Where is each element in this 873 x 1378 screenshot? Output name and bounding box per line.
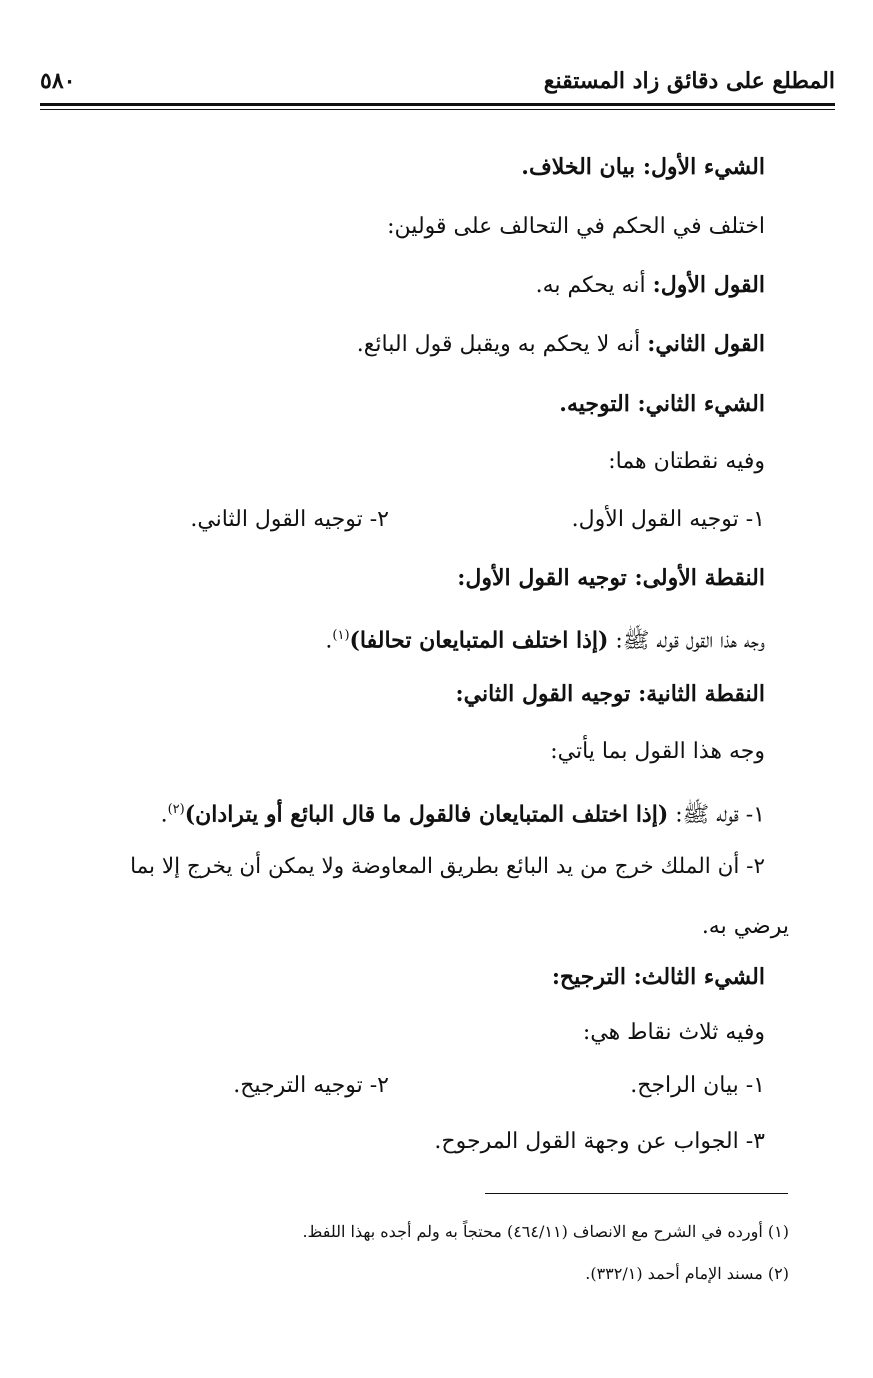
numbered-item: ٣- الجواب عن وجهة القول المرجوح.: [434, 1129, 765, 1154]
hadith-quote: (إذا اختلف المتبايعان فالقول ما قال البائع أو يترادان): [184, 801, 669, 828]
paragraph-line: اختلف في الحكم في التحالف على قولين:: [387, 214, 765, 239]
footnote-ref: (٢): [167, 802, 185, 817]
header-rule-thick: [40, 103, 835, 106]
section-heading-first: الشيء الأول: بيان الخلاف.: [521, 154, 765, 180]
footnote: (١) أورده في الشرح مع الانصاف (٤٦٤/١١) محتجاً به ولم أجده بهذا اللفظ.: [302, 1222, 789, 1241]
numbered-item: ٢- توجيه الترجيح.: [233, 1073, 389, 1098]
punct: .: [325, 628, 333, 654]
subsection-heading: النقطة الأولى: توجيه القول الأول:: [457, 565, 765, 591]
paragraph-line: وجه هذا القول بما يأتي:: [550, 739, 765, 764]
subsection-heading: النقطة الثانية: توجيه القول الثاني:: [455, 681, 765, 707]
paragraph-line: وفيه نقطتان هما:: [608, 449, 765, 474]
header-rule-thin: [40, 109, 835, 110]
numbered-item: ٢- أن الملك خرج من يد البائع بطريق المعاوضة ولا يمكن أن يخرج إلا بما: [130, 854, 765, 879]
section-heading-second: الشيء الثاني: التوجيه.: [559, 391, 765, 417]
book-title: المطلع على دقائق زاد المستقنع: [543, 68, 835, 94]
hadith-quote: (إذا اختلف المتبايعان تحالفا): [349, 627, 609, 654]
text: ١- قوله ﷺ:: [668, 802, 765, 828]
text: وجه هذا القول قوله ﷺ:: [608, 628, 765, 654]
numbered-item: ١- توجيه القول الأول.: [571, 507, 765, 532]
numbered-item: [161, 795, 765, 830]
page-number: ٥٨٠: [40, 68, 76, 94]
footnote-ref: (١): [332, 628, 350, 643]
term-text: أنه لا يحكم به ويقبل قول البائع.: [356, 332, 648, 357]
paragraph-line: يرضي به.: [701, 914, 789, 939]
paragraph-line: [325, 621, 765, 656]
numbered-item: ١- بيان الراجح.: [630, 1073, 765, 1098]
paragraph-line: [536, 270, 765, 301]
term-label: القول الأول:: [652, 272, 765, 298]
paragraph-line: [357, 329, 765, 360]
term-text: أنه يحكم به.: [535, 273, 653, 298]
term-label: القول الثاني:: [647, 331, 765, 357]
punct: .: [160, 802, 168, 828]
numbered-item: ٢- توجيه القول الثاني.: [190, 507, 389, 532]
paragraph-line: وفيه ثلاث نقاط هي:: [582, 1020, 765, 1045]
running-header: [40, 64, 835, 104]
section-heading-third: الشيء الثالث: الترجيح:: [551, 964, 765, 990]
footnote: (٢) مسند الإمام أحمد (٣٣٢/١).: [585, 1264, 789, 1283]
footnote-divider: [485, 1193, 788, 1194]
